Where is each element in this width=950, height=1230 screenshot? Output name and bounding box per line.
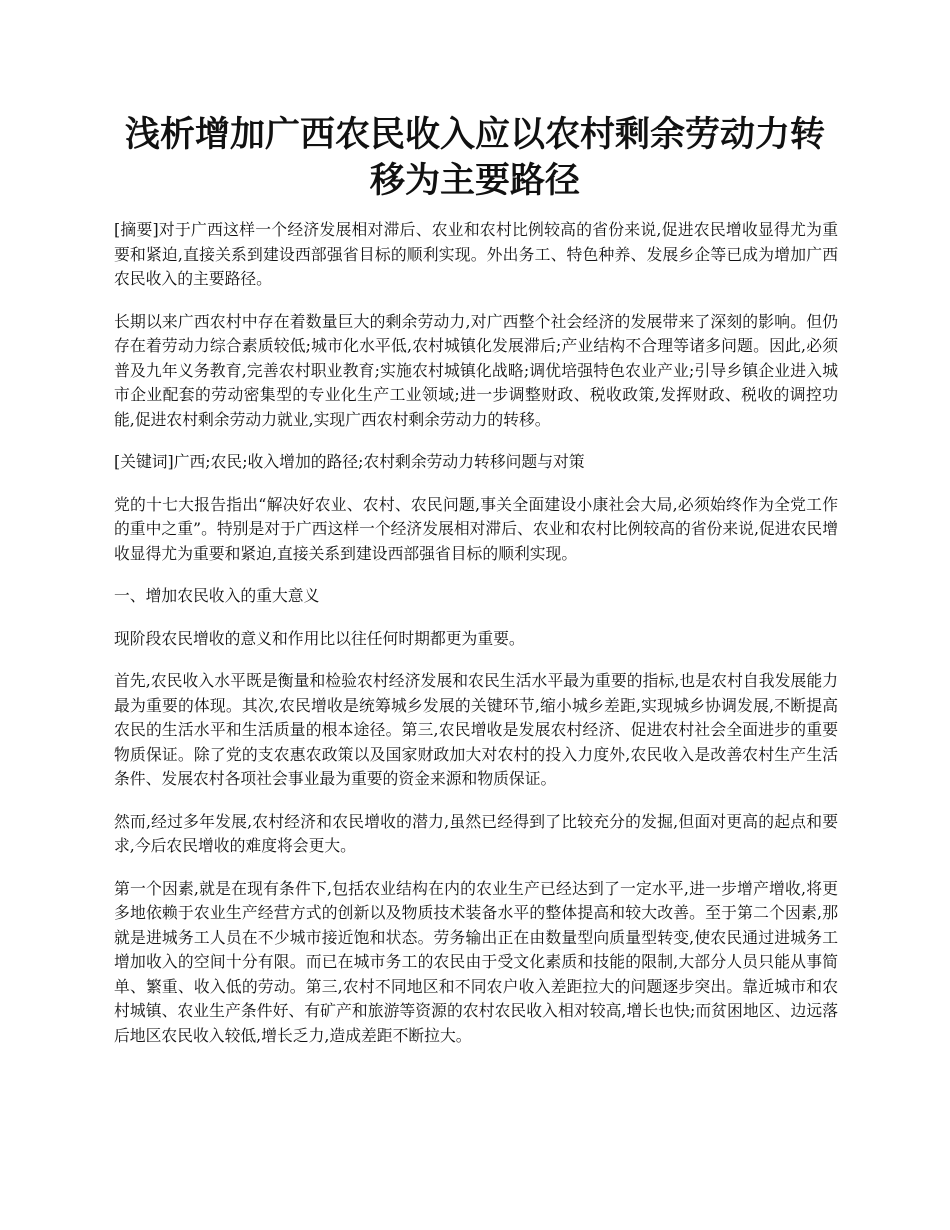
document-title: 浅析增加广西农民收入应以农村剩余劳动力转移为主要路径: [124, 115, 825, 201]
body-paragraph: 首先,农民收入水平既是衡量和检验农村经济发展和农民生活水平最为重要的指标,也是农村自我发展能力最为重要的体现。其次,农民增收是统筹城乡发展的关键环节,缩小城乡差距,实现城乡协调发展,不断提高农民的生活水平和生活质量的根本途径。第三,农民增收是发展农村经济、促进农村社会全面进步的重要物质保证。除了党的支农惠农政策以及国家财政加大对农村的投入力度外,农民收入是改善农村生产生活条件、发展农村各项社会事业最为重要的资金来源和物质保证。: [114, 671, 838, 788]
body-paragraph: 现阶段农民增收的意义和作用比以往任何时期都更为重要。: [114, 628, 525, 648]
section-heading: 一、增加农民收入的重大意义: [114, 586, 320, 605]
body-paragraph: 然而,经过多年发展,农村经济和农民增收的潜力,虽然已经得到了比较充分的发掘,但面对更高的起点和要求,今后农民增收的难度将会更大。: [114, 811, 838, 855]
document-body: [114, 218, 838, 1066]
body-paragraph: 党的十七大报告指出“解决好农业、农村、农民问题,事关全面建设小康社会大局,必须始终作为全党工作的重中之重”。特别是对于广西这样一个经济发展相对滞后、农业和农村比例较高的省份来说,促进农民增收显得尤为重要和紧迫,直接关系到建设西部强省目标的顺利实现。: [114, 494, 838, 563]
keywords-paragraph: [关键词]广西;农民;收入增加的路径;农村剩余劳动力转移问题与对策: [114, 452, 585, 471]
abstract-paragraph: [摘要]对于广西这样一个经济发展相对滞后、农业和农村比例较高的省份来说,促进农民增收显得尤为重要和紧迫,直接关系到建设西部强省目标的顺利实现。外出务工、特色种养、发展乡企等已成为增加广西农民收入的主要路径。: [114, 220, 838, 288]
body-paragraph: 长期以来广西农村中存在着数量巨大的剩余劳动力,对广西整个社会经济的发展带来了深刻的影响。但仍存在着劳动力综合素质较低;城市化水平低,农村城镇化发展滞后;产业结构不合理等诸多问题。因此,必须普及九年义务教育,完善农村职业教育;实施农村城镇化战略;调优培强特色农业产业;引导乡镇企业进入城市企业配套的劳动密集型的专业化生产工业领域;进一步调整财政、税收政策,发挥财政、税收的调控功能,促进农村剩余劳动力就业,实现广西农村剩余劳动力的转移。: [114, 311, 838, 429]
body-paragraph: 第一个因素,就是在现有条件下,包括农业结构在内的农业生产已经达到了一定水平,进一步增产增收,将更多地依赖于农业生产经营方式的创新以及物质技术装备水平的整体提高和较大改善。至于第二个因素,那就是进城务工人员在不少城市接近饱和状态。劳务输出正在由数量型向质量型转变,使农民通过进城务工增加收入的空间十分有限。而已在城市务工的农民由于受文化素质和技能的限制,大部分人员只能从事简单、繁重、收入低的劳动。第三,农村不同地区和不同农户收入差距拉大的问题逐步突出。靠近城市和农村城镇、农业生产条件好、有矿产和旅游等资源的农村农民收入相对较高,增长也快;而贫困地区、边远落后地区农民收入较低,增长乏力,造成差距不断拉大。: [114, 878, 838, 1045]
